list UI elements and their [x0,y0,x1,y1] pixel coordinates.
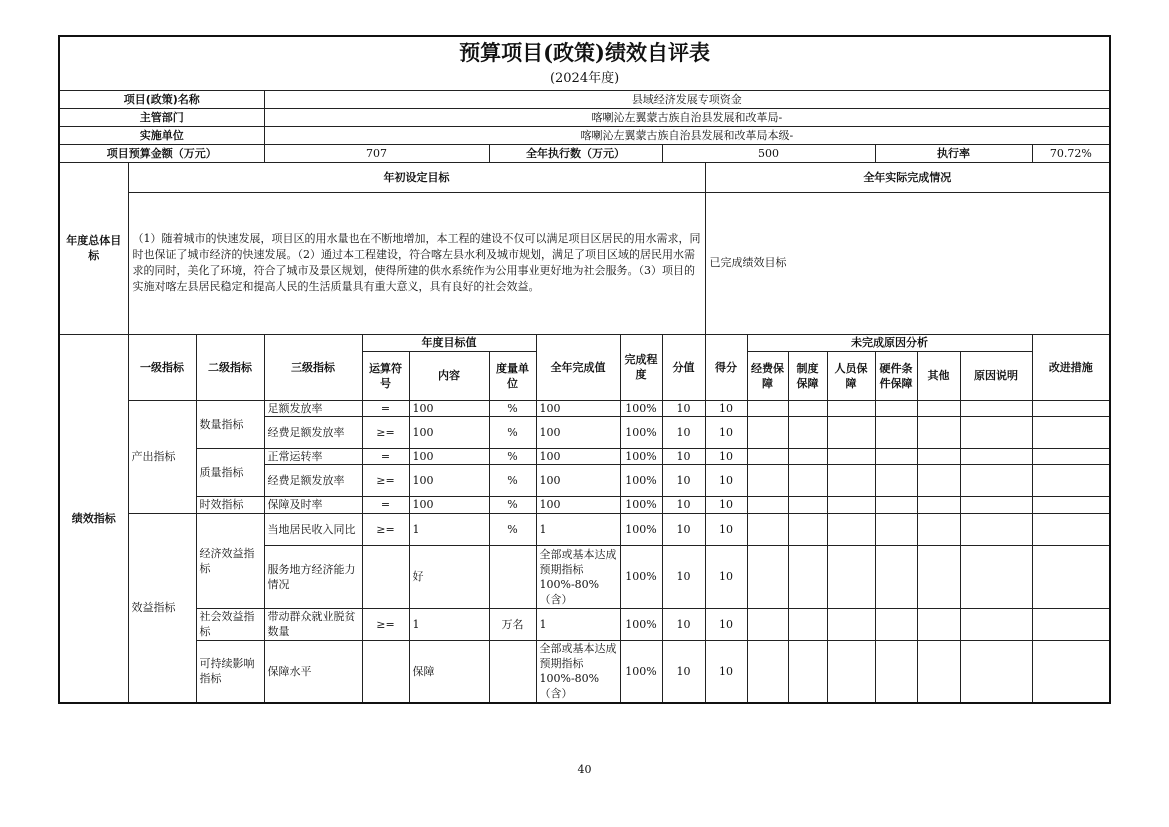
project-name-value: 县域经济发展专项资金 [264,90,1110,108]
level3-header: 三级指标 [264,334,362,400]
improve-header: 改进措施 [1032,334,1110,400]
quality-indicator: 质量指标 [196,448,264,496]
unit: % [489,513,536,545]
exec-label: 全年执行数（万元） [489,144,662,162]
score: 10 [705,608,747,640]
content-header: 内容 [409,351,489,400]
output-indicator: 产出指标 [128,400,196,513]
indicator-name: 当地居民收入同比 [264,513,362,545]
points: 10 [662,545,705,608]
actual-value: 全部或基本达成预期指标100%-80%（含） [536,545,620,608]
operator: ≥= [362,416,409,448]
set-goal-header: 年初设定目标 [128,162,705,192]
target-content: 100 [409,496,489,513]
operator: = [362,448,409,464]
operator [362,545,409,608]
unit: % [489,416,536,448]
points: 10 [662,448,705,464]
operator: = [362,496,409,513]
unit: % [489,400,536,416]
unit: % [489,448,536,464]
points: 10 [662,640,705,703]
operator: = [362,400,409,416]
score: 10 [705,640,747,703]
performance-table [58,35,1111,704]
annual-target-header: 年度目标值 [362,334,536,351]
indicator-name: 经费足额发放率 [264,416,362,448]
degree: 100% [620,400,662,416]
operator-header: 运算符号 [362,351,409,400]
points: 10 [662,416,705,448]
unit-value: 喀喇沁左翼蒙古族自治县发展和改革局本级- [264,126,1110,144]
target-content: 1 [409,608,489,640]
perf-section-label: 绩效指标 [59,334,128,703]
unit: % [489,464,536,496]
points: 10 [662,608,705,640]
budget-label: 项目预算金额（万元） [59,144,264,162]
unit-header: 度量单位 [489,351,536,400]
reason-note-header: 原因说明 [960,351,1032,400]
operator: ≥= [362,513,409,545]
actual-value: 全部或基本达成预期指标100%-80%（含） [536,640,620,703]
budget-value: 707 [264,144,489,162]
points: 10 [662,513,705,545]
degree: 100% [620,416,662,448]
rate-label: 执行率 [875,144,1032,162]
score: 10 [705,464,747,496]
operator [362,640,409,703]
target-content: 好 [409,545,489,608]
degree: 100% [620,448,662,464]
target-content: 100 [409,448,489,464]
indicator-name: 带动群众就业脱贫数量 [264,608,362,640]
points: 10 [662,496,705,513]
target-content: 100 [409,400,489,416]
page-title: 预算项目(政策)绩效自评表 [59,36,1110,68]
page-number: 40 [577,763,592,776]
annual-goal-label: 年度总体目标 [59,162,128,334]
degree-header: 完成程度 [620,334,662,400]
indicator-name: 足额发放率 [264,400,362,416]
indicator-name: 保障水平 [264,640,362,703]
target-content: 100 [409,464,489,496]
exec-value: 500 [662,144,875,162]
dept-label: 主管部门 [59,108,264,126]
degree: 100% [620,545,662,608]
social-indicator: 社会效益指标 [196,608,264,640]
actual-goal-text: 已完成绩效目标 [705,192,1110,334]
unit [489,640,536,703]
actual-header: 全年完成值 [536,334,620,400]
score: 10 [705,400,747,416]
operator: ≥= [362,608,409,640]
degree: 100% [620,496,662,513]
actual-value: 1 [536,513,620,545]
dept-value: 喀喇沁左翼蒙古族自治县发展和改革局- [264,108,1110,126]
reason-group-header: 未完成原因分析 [747,334,1032,351]
indicator-name: 服务地方经济能力情况 [264,545,362,608]
indicator-name: 经费足额发放率 [264,464,362,496]
quantity-indicator: 数量指标 [196,400,264,448]
reason-staff-header: 人员保障 [827,351,875,400]
actual-goal-header: 全年实际完成情况 [705,162,1110,192]
reason-system-header: 制度保障 [788,351,827,400]
indicator-name: 保障及时率 [264,496,362,513]
actual-value: 100 [536,400,620,416]
score: 10 [705,496,747,513]
rate-value: 70.72% [1032,144,1110,162]
sustainable-indicator: 可持续影响指标 [196,640,264,703]
degree: 100% [620,640,662,703]
economic-indicator: 经济效益指标 [196,513,264,608]
unit-label: 实施单位 [59,126,264,144]
actual-value: 1 [536,608,620,640]
actual-value: 100 [536,448,620,464]
degree: 100% [620,608,662,640]
actual-value: 100 [536,416,620,448]
level1-header: 一级指标 [128,334,196,400]
unit: 万名 [489,608,536,640]
project-name-label: 项目(政策)名称 [59,90,264,108]
points: 10 [662,400,705,416]
score: 10 [705,416,747,448]
target-content: 保障 [409,640,489,703]
set-goal-text: （1）随着城市的快速发展，项目区的用水量也在不断地增加，本工程的建设不仅可以满足项目区居民的用水需求，同时也保证了城市经济的快速发展。（2）通过本工程建设，符合喀左县水利及城市规划，满足了项目区域的居民用水需求的同时，美化了环境，符合了城市及景区规划，使得所建的供水系统作为公用事业更好地为社会服务。（3）项目的实施对喀左县居民稳定和提高人民的生活质量具有重大意义，具有良好的社会效益。 [128,192,705,334]
benefit-indicator: 效益指标 [128,513,196,703]
reason-hardware-header: 硬件条件保障 [875,351,917,400]
reason-funding-header: 经费保障 [747,351,788,400]
score: 10 [705,448,747,464]
fiscal-year: (2024年度) [59,68,1110,90]
timeliness-indicator: 时效指标 [196,496,264,513]
unit: % [489,496,536,513]
degree: 100% [620,513,662,545]
actual-value: 100 [536,464,620,496]
indicator-name: 正常运转率 [264,448,362,464]
score: 10 [705,545,747,608]
degree: 100% [620,464,662,496]
points: 10 [662,464,705,496]
level2-header: 二级指标 [196,334,264,400]
target-content: 1 [409,513,489,545]
actual-value: 100 [536,496,620,513]
score: 10 [705,513,747,545]
unit [489,545,536,608]
reason-other-header: 其他 [917,351,960,400]
operator: ≥= [362,464,409,496]
target-content: 100 [409,416,489,448]
points-header: 分值 [662,334,705,400]
score-header: 得分 [705,334,747,400]
